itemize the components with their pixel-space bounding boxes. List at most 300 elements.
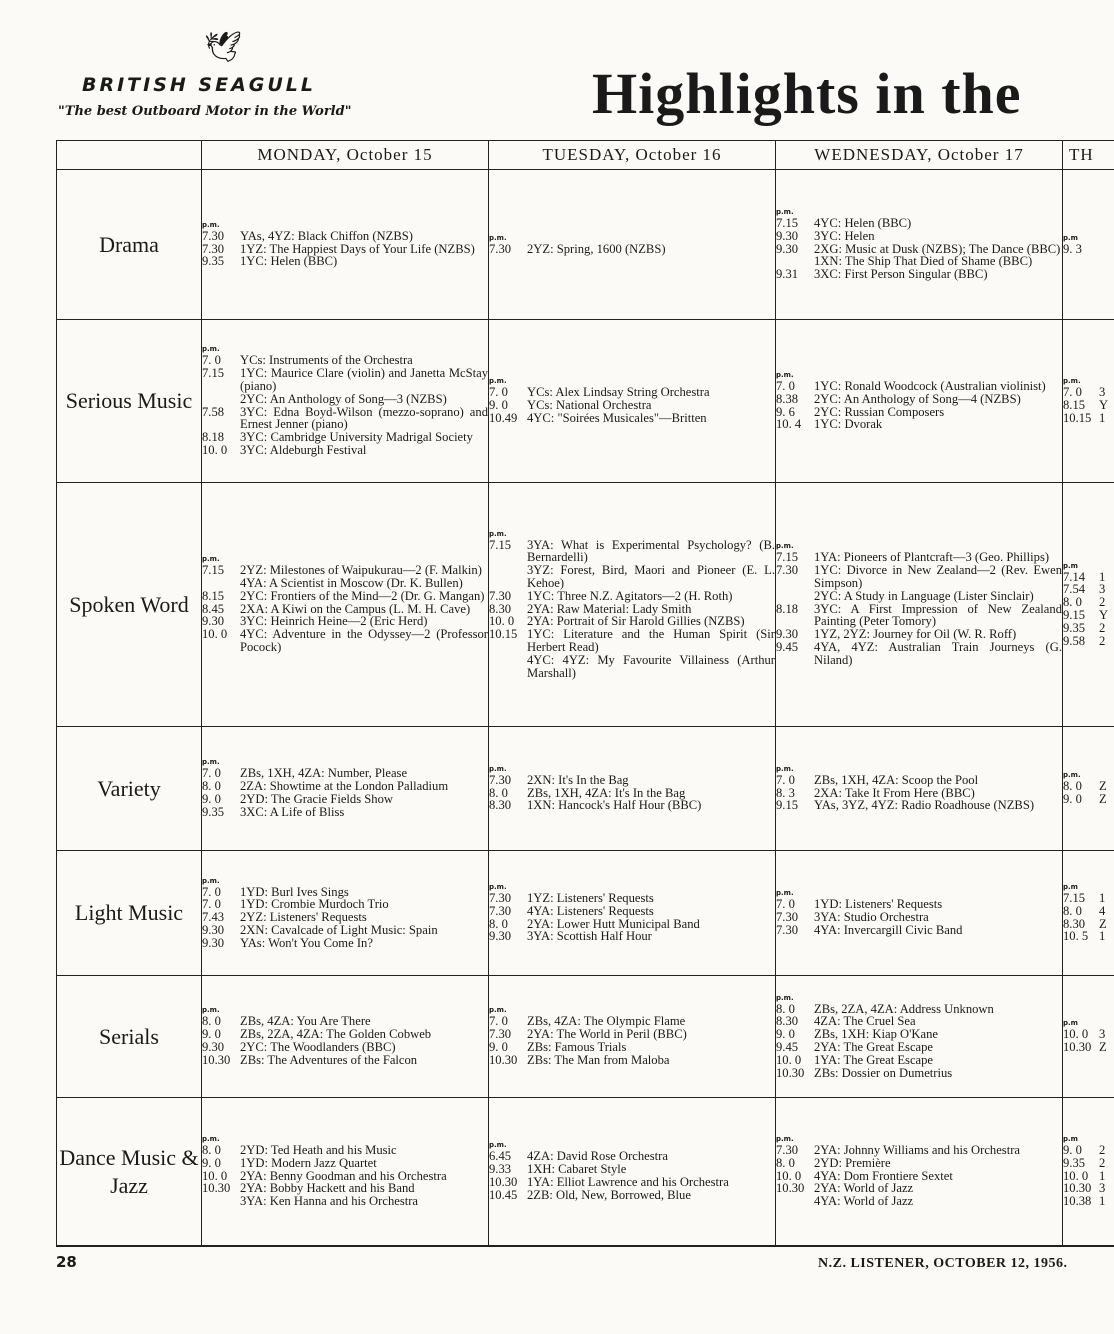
pm-marker: p.m. bbox=[489, 764, 507, 773]
program-time: 7.15 bbox=[489, 537, 512, 552]
program-title: 4YA: Dom Frontiere Sextet bbox=[814, 1168, 953, 1183]
program-time: 10.30 bbox=[489, 1052, 518, 1067]
category-label: Dance Music & Jazz bbox=[57, 1098, 202, 1246]
program-time: 10. 0 bbox=[1063, 1168, 1089, 1183]
pm-marker: p.m bbox=[1063, 1135, 1078, 1143]
program-title: 4YA: A Scientist in Moscow (Dr. K. Bullen) bbox=[240, 576, 463, 590]
program-time: 9. 0 bbox=[1063, 792, 1082, 806]
program-time: 10. 0 bbox=[776, 1052, 802, 1067]
program-entry bbox=[202, 1144, 488, 1157]
program-time: 7.15 bbox=[776, 550, 799, 565]
program-time: 8. 0 bbox=[489, 785, 508, 800]
category-row bbox=[57, 727, 1114, 851]
program-entry bbox=[776, 911, 1062, 924]
program-entry bbox=[489, 905, 775, 918]
program-entry bbox=[776, 603, 1062, 629]
program-time: 9. 3 bbox=[1063, 241, 1082, 256]
program-time: 10.30 bbox=[776, 1181, 805, 1196]
program-entry bbox=[489, 590, 775, 603]
program-title: YAs, 3YZ, 4YZ: Radio Roadhouse (NZBS) bbox=[814, 798, 1035, 813]
program-entry bbox=[776, 564, 1062, 590]
program-time: 7. 0 bbox=[776, 772, 795, 787]
program-time bbox=[202, 393, 240, 406]
program-entry bbox=[202, 911, 488, 924]
program-entry bbox=[202, 577, 488, 590]
pm-marker: p.m. bbox=[776, 208, 794, 216]
program-entry bbox=[1063, 243, 1114, 256]
program-title: 1YD: Modern Jazz Quartet bbox=[240, 1155, 377, 1170]
schedule-cell bbox=[1063, 1098, 1114, 1246]
program-entry bbox=[776, 268, 1062, 281]
program-title: 2XA: A Kiwi on the Campus (L. M. H. Cave) bbox=[240, 601, 471, 616]
program-time: 7. 0 bbox=[776, 378, 795, 393]
program-title: 4YA: World of Jazz bbox=[814, 1194, 914, 1209]
program-title: 2YA: Portrait of Sir Harold Gillies (NZBS) bbox=[527, 614, 745, 629]
program-title: 1YZ, 2YZ: Journey for Oil (W. R. Roff) bbox=[814, 627, 1017, 642]
category-label: Light Music bbox=[57, 851, 202, 976]
program-title: 1XN: Hancock's Half Hour (BBC) bbox=[527, 798, 702, 813]
program-title: ZBs: The Man from Maloba bbox=[527, 1052, 670, 1067]
program-time: 8.30 bbox=[489, 601, 512, 616]
program-title: 3YA: Scottish Half Hour bbox=[527, 929, 652, 944]
program-title: 2 bbox=[1099, 620, 1106, 635]
program-entry bbox=[489, 412, 775, 425]
program-time: 8.30 bbox=[489, 798, 512, 813]
program-entry bbox=[202, 1195, 488, 1208]
program-time: 10.30 bbox=[1063, 1040, 1092, 1054]
schedule-cell bbox=[489, 483, 776, 727]
program-title bbox=[1099, 243, 1114, 256]
program-time: 8.15 bbox=[202, 588, 225, 603]
seagull-icon: 🕊 bbox=[204, 30, 243, 65]
program-title: 1XH: Cabaret Style bbox=[527, 1162, 627, 1177]
program-time: 8. 0 bbox=[489, 916, 508, 931]
program-title: 2YA: World of Jazz bbox=[814, 1181, 914, 1196]
program-time: 8.18 bbox=[776, 601, 799, 616]
program-time: 7.43 bbox=[202, 910, 225, 925]
program-time: 10. 0 bbox=[776, 1168, 802, 1183]
program-entry bbox=[1063, 622, 1114, 635]
program-time: 8. 0 bbox=[202, 1014, 221, 1029]
pm-marker: p.m. bbox=[489, 377, 507, 386]
program-title: ZBs, 1XH: Kiap O'Kane bbox=[814, 1027, 938, 1042]
program-entry bbox=[776, 641, 1062, 667]
program-title: 1YC: Dvorak bbox=[814, 417, 883, 432]
program-title: ZBs, 1XH, 4ZA: Scoop the Pool bbox=[814, 772, 979, 787]
logo-name: BRITISH SEAGULL bbox=[82, 74, 317, 96]
program-title: 2YC: An Anthology of Song—3 (NZBS) bbox=[240, 391, 447, 406]
day-header-wednesday: WEDNESDAY, October 17 bbox=[776, 141, 1063, 170]
program-title: 1YZ: The Happiest Days of Your Life (NZBS) bbox=[240, 241, 475, 256]
program-title: 1 bbox=[1099, 929, 1106, 944]
program-entry bbox=[202, 628, 488, 654]
program-title: 2YA: The World in Peril (BBC) bbox=[527, 1027, 687, 1042]
program-time: 9.15 bbox=[1063, 608, 1086, 622]
program-title: Y bbox=[1099, 398, 1109, 413]
program-time: 10.49 bbox=[489, 410, 518, 425]
schedule-cell bbox=[776, 1098, 1063, 1246]
program-entry bbox=[776, 230, 1062, 243]
publication-line: N.Z. LISTENER, OCTOBER 12, 1956. bbox=[818, 1256, 1068, 1271]
program-time: 8. 0 bbox=[1063, 595, 1082, 610]
program-title: 4YC: Adventure in the Odyssey—2 (Professor Pocock) bbox=[240, 627, 488, 654]
program-title: 3 bbox=[1099, 1181, 1106, 1196]
program-time: 7.30 bbox=[489, 890, 512, 905]
footer-rule bbox=[56, 1246, 1114, 1247]
schedule-cell bbox=[202, 851, 489, 976]
program-entry bbox=[1063, 1157, 1114, 1170]
schedule-cell bbox=[776, 320, 1063, 483]
pm-marker: p.m bbox=[1063, 233, 1078, 242]
program-time: 8.30 bbox=[776, 1014, 799, 1029]
program-title: 2YD: Ted Heath and his Music bbox=[240, 1143, 397, 1157]
program-entry bbox=[776, 217, 1062, 230]
program-entry bbox=[776, 1054, 1062, 1067]
program-time: 10.30 bbox=[202, 1181, 231, 1196]
program-title: YCs: Instruments of the Orchestra bbox=[240, 353, 413, 368]
program-title: 2YC: An Anthology of Song—4 (NZBS) bbox=[814, 391, 1021, 406]
schedule-cell bbox=[202, 483, 489, 727]
program-entry bbox=[1063, 609, 1114, 622]
program-entry bbox=[776, 418, 1062, 431]
program-time: 10. 5 bbox=[1063, 929, 1089, 944]
program-entry bbox=[489, 654, 775, 680]
program-title: 1YC: Ronald Woodcock (Australian violinist) bbox=[814, 378, 1046, 393]
pm-marker: p.m. bbox=[202, 555, 220, 564]
program-title: 3 bbox=[1099, 582, 1106, 597]
program-time: 10.15 bbox=[1063, 410, 1092, 425]
program-title: ZBs: The Adventures of the Falcon bbox=[240, 1052, 418, 1067]
category-label: Serious Music bbox=[57, 320, 202, 483]
program-title: YCs: National Orchestra bbox=[527, 398, 652, 413]
program-title: 2YC: Frontiers of the Mind—2 (Dr. G. Mangan) bbox=[240, 588, 485, 603]
program-time: 9.30 bbox=[776, 241, 799, 256]
program-title: Z bbox=[1099, 1040, 1107, 1054]
program-time: 10. 0 bbox=[202, 442, 228, 457]
pm-marker: p.m. bbox=[776, 370, 794, 379]
program-entry bbox=[776, 590, 1062, 603]
program-time: 7. 0 bbox=[202, 353, 221, 368]
program-time: 7.30 bbox=[776, 1143, 799, 1157]
program-entry bbox=[1063, 905, 1114, 918]
pm-marker: p.m. bbox=[776, 889, 794, 898]
program-time: 7.30 bbox=[776, 922, 799, 937]
program-title: 2XA: Take It From Here (BBC) bbox=[814, 785, 975, 800]
program-entry bbox=[202, 806, 488, 819]
program-title: ZBs, 4ZA: The Olympic Flame bbox=[527, 1014, 686, 1029]
program-title: ZBs: Dossier on Dumetrius bbox=[814, 1065, 953, 1080]
program-title: YCs: Alex Lindsay String Orchestra bbox=[527, 385, 710, 400]
program-title: 1 bbox=[1099, 569, 1106, 584]
program-entry bbox=[202, 230, 488, 243]
program-time: 9.30 bbox=[202, 935, 225, 950]
program-title: 1YA: The Great Escape bbox=[814, 1052, 934, 1067]
program-time: 9. 6 bbox=[776, 404, 795, 419]
program-title: 3YC: Heinrich Heine—2 (Eric Herd) bbox=[240, 614, 428, 629]
program-time bbox=[202, 577, 240, 590]
program-title: 1 bbox=[1099, 890, 1106, 905]
pm-marker: p.m. bbox=[489, 882, 507, 891]
program-title: 2XN: Cavalcade of Light Music: Spain bbox=[240, 922, 438, 937]
program-title: 3YC: Edna Boyd-Wilson (mezzo-soprano) and Ernest Jenner (piano) bbox=[240, 404, 488, 432]
program-time: 10.30 bbox=[776, 1065, 805, 1080]
program-entry bbox=[202, 590, 488, 603]
program-title: 3 bbox=[1099, 385, 1106, 400]
program-entry bbox=[202, 367, 488, 393]
program-time: 8.15 bbox=[1063, 398, 1086, 413]
program-time: 8. 0 bbox=[202, 1143, 221, 1157]
program-title: 2YZ: Milestones of Waipukurau—2 (F. Malkin) bbox=[240, 563, 482, 578]
day-header-thursday: TH bbox=[1063, 141, 1114, 170]
program-entry bbox=[489, 399, 775, 412]
program-entry bbox=[1063, 635, 1114, 648]
program-time: 8.45 bbox=[202, 601, 225, 616]
program-time: 7.30 bbox=[489, 241, 512, 256]
schedule-cell bbox=[489, 1098, 776, 1246]
program-time bbox=[202, 1195, 240, 1208]
program-time: 10. 0 bbox=[202, 1168, 228, 1183]
program-time: 9. 0 bbox=[776, 1027, 795, 1042]
program-entry bbox=[489, 774, 775, 787]
program-title: 1 bbox=[1099, 410, 1106, 425]
program-title: 3YZ: Forest, Bird, Maori and Pioneer (E. L. Kehoe) bbox=[527, 563, 775, 590]
program-entry bbox=[202, 406, 488, 432]
program-title: 2 bbox=[1099, 1143, 1106, 1157]
program-time: 7.30 bbox=[202, 228, 225, 243]
program-title: 4YA: Listeners' Requests bbox=[527, 903, 654, 918]
program-time: 9. 0 bbox=[1063, 1143, 1082, 1157]
program-entry bbox=[1063, 1041, 1114, 1054]
program-title: 1YC: Maurice Clare (violin) and Janetta McStay (piano) bbox=[240, 366, 488, 393]
program-entry bbox=[776, 774, 1062, 787]
program-time bbox=[776, 590, 814, 603]
category-label: Variety bbox=[57, 727, 202, 851]
program-time: 8. 0 bbox=[776, 1001, 795, 1016]
program-entry bbox=[489, 1054, 775, 1067]
program-time: 10. 4 bbox=[776, 417, 802, 432]
program-title: 2XG: Music at Dusk (NZBS); The Dance (BBC) bbox=[814, 241, 1061, 256]
program-time: 10.30 bbox=[489, 1175, 518, 1189]
program-time: 7.30 bbox=[489, 588, 512, 603]
program-title: 2 bbox=[1099, 633, 1106, 648]
category-label: Drama bbox=[57, 170, 202, 320]
program-title: 4ZA: The Cruel Sea bbox=[814, 1014, 916, 1029]
category-row bbox=[57, 170, 1114, 320]
program-title: 2YA: Johnny Williams and his Orchestra bbox=[814, 1143, 1020, 1157]
schedule-cell bbox=[776, 851, 1063, 976]
program-time: 10.15 bbox=[489, 627, 518, 642]
program-title: 2 bbox=[1099, 595, 1106, 610]
program-time: 9.30 bbox=[202, 614, 225, 629]
program-entry bbox=[776, 1144, 1062, 1157]
program-time: 7.15 bbox=[776, 216, 799, 230]
program-time: 9.35 bbox=[1063, 1155, 1086, 1170]
pm-marker: p.m. bbox=[489, 233, 507, 242]
program-time: 7. 0 bbox=[489, 385, 508, 400]
program-title: Z bbox=[1099, 792, 1107, 806]
program-entry bbox=[776, 924, 1062, 937]
schedule-cell bbox=[202, 976, 489, 1098]
program-time: 7. 0 bbox=[1063, 385, 1082, 400]
program-title: 1YA: Pioneers of Plantcraft—3 (Geo. Phillips) bbox=[814, 550, 1050, 565]
program-title: 2 bbox=[1099, 1155, 1106, 1170]
schedule-cell bbox=[776, 483, 1063, 727]
program-title: Y bbox=[1099, 608, 1109, 622]
program-time: 7.30 bbox=[776, 910, 799, 925]
program-title: 3YA: Ken Hanna and his Orchestra bbox=[240, 1194, 419, 1209]
pm-marker: p.m. bbox=[776, 1135, 794, 1143]
program-time: 7.15 bbox=[202, 366, 225, 381]
program-entry bbox=[489, 930, 775, 943]
program-title: 2YD: The Gracie Fields Show bbox=[240, 792, 393, 806]
program-time: 7.30 bbox=[202, 241, 225, 256]
pm-marker: p.m. bbox=[489, 1141, 507, 1150]
program-entry bbox=[489, 1189, 775, 1202]
schedule-cell bbox=[776, 727, 1063, 851]
program-title: ZBs, 1XH, 4ZA: Number, Please bbox=[240, 766, 408, 781]
program-title: ZBs, 1XH, 4ZA: It's In the Bag bbox=[527, 785, 686, 800]
program-entry bbox=[1063, 1195, 1114, 1208]
program-title: 1YC: Three N.Z. Agitators—2 (H. Roth) bbox=[527, 588, 733, 603]
category-row bbox=[57, 483, 1114, 727]
program-title: ZBs, 2ZA, 4ZA: The Golden Cobweb bbox=[240, 1027, 432, 1042]
program-time: 7. 0 bbox=[202, 766, 221, 781]
program-time: 7.54 bbox=[1063, 582, 1086, 597]
program-title: 2YA: Benny Goodman and his Orchestra bbox=[240, 1168, 447, 1183]
pm-marker: p.m. bbox=[202, 220, 220, 229]
program-time: 8.18 bbox=[202, 430, 225, 445]
program-title: 3YC: Aldeburgh Festival bbox=[240, 442, 367, 457]
schedule-cell bbox=[489, 320, 776, 483]
category-label: Serials bbox=[57, 976, 202, 1098]
program-time: 8. 3 bbox=[776, 785, 795, 800]
program-title: 1YC: Helen (BBC) bbox=[240, 254, 338, 269]
program-time: 9.35 bbox=[202, 254, 225, 269]
program-entry bbox=[1063, 399, 1114, 412]
program-time: 10.30 bbox=[1063, 1181, 1092, 1196]
category-row bbox=[57, 320, 1114, 483]
program-entry bbox=[776, 1067, 1062, 1080]
program-entry bbox=[489, 539, 775, 565]
program-title: 4YC: Helen (BBC) bbox=[814, 216, 912, 230]
pm-marker: p.m. bbox=[489, 1006, 507, 1015]
program-time: 8.38 bbox=[776, 391, 799, 406]
program-time: 7. 0 bbox=[776, 897, 795, 912]
program-entry bbox=[776, 1195, 1062, 1208]
schedule-cell bbox=[202, 170, 489, 320]
schedule-cell bbox=[489, 170, 776, 320]
program-title: 4 bbox=[1099, 903, 1106, 918]
program-entry bbox=[776, 393, 1062, 406]
program-time: 9.31 bbox=[776, 267, 799, 282]
category-row bbox=[57, 976, 1114, 1098]
program-time: 9.15 bbox=[776, 798, 799, 813]
program-entry bbox=[202, 393, 488, 406]
program-entry bbox=[776, 1157, 1062, 1170]
category-label: Spoken Word bbox=[57, 483, 202, 727]
program-time: 7. 0 bbox=[489, 1014, 508, 1029]
program-title: 3YC: A First Impression of New Zealand Painting (Peter Tomory) bbox=[814, 601, 1062, 629]
schedule-cell bbox=[1063, 976, 1114, 1098]
program-time: 7.30 bbox=[489, 903, 512, 918]
schedule-cell bbox=[489, 727, 776, 851]
brand-logo bbox=[58, 30, 398, 130]
program-time bbox=[489, 564, 527, 590]
program-title: 3YA: Studio Orchestra bbox=[814, 910, 929, 925]
program-entry bbox=[489, 892, 775, 905]
pm-marker: p.m. bbox=[202, 758, 220, 767]
program-time: 7.30 bbox=[489, 1027, 512, 1042]
program-title: 3 bbox=[1099, 1027, 1106, 1042]
program-time: 9.30 bbox=[489, 929, 512, 944]
program-time: 7.58 bbox=[202, 404, 225, 419]
program-time: 8. 0 bbox=[776, 1155, 795, 1170]
program-time: 10. 0 bbox=[489, 614, 515, 629]
schedule-cell bbox=[1063, 170, 1114, 320]
program-title: 2XN: It's In the Bag bbox=[527, 772, 629, 787]
pm-marker: p.m bbox=[1063, 1019, 1078, 1028]
program-time: 10.38 bbox=[1063, 1194, 1092, 1209]
program-time: 8. 0 bbox=[202, 779, 221, 794]
page-headline: Highlights in the bbox=[592, 61, 1022, 126]
program-entry bbox=[202, 937, 488, 950]
program-time bbox=[489, 654, 527, 680]
day-header-row bbox=[57, 141, 1114, 170]
schedule-table bbox=[56, 140, 1114, 1246]
program-title: ZBs, 4ZA: You Are There bbox=[240, 1014, 371, 1029]
program-entry bbox=[489, 628, 775, 654]
schedule-cell bbox=[202, 727, 489, 851]
program-title: 2YA: Bobby Hackett and his Band bbox=[240, 1181, 415, 1196]
program-title: 1YD: Listeners' Requests bbox=[814, 897, 943, 912]
program-time: 7.30 bbox=[489, 772, 512, 787]
program-entry bbox=[1063, 793, 1114, 806]
program-time: 8.30 bbox=[1063, 916, 1086, 931]
program-title: 3XC: A Life of Bliss bbox=[240, 804, 345, 819]
pm-marker: p.m. bbox=[776, 764, 794, 773]
program-time: 9. 0 bbox=[202, 792, 221, 806]
program-title: 3XC: First Person Singular (BBC) bbox=[814, 267, 988, 282]
program-title: 3YA: What is Experimental Psychology? (B. Bernardelli) bbox=[527, 537, 775, 565]
program-title: 4ZA: David Rose Orchestra bbox=[527, 1149, 668, 1164]
program-time: 7.15 bbox=[202, 563, 225, 578]
program-entry bbox=[202, 924, 488, 937]
program-time: 9. 0 bbox=[489, 398, 508, 413]
program-title: 1YD: Crombie Murdoch Trio bbox=[240, 897, 389, 912]
program-entry bbox=[202, 255, 488, 268]
schedule-cell bbox=[489, 851, 776, 976]
program-time: 9.30 bbox=[202, 922, 225, 937]
program-title: 3YC: Helen bbox=[814, 228, 875, 243]
pm-marker: p.m. bbox=[202, 1006, 220, 1015]
program-title: ZBs: Famous Trials bbox=[527, 1040, 627, 1054]
program-title: 4YA: Invercargill Civic Band bbox=[814, 922, 963, 937]
program-title: ZBs, 2ZA, 4ZA: Address Unknown bbox=[814, 1001, 994, 1016]
program-title: 1 bbox=[1099, 1194, 1106, 1209]
category-row bbox=[57, 851, 1114, 976]
schedule-cell bbox=[1063, 851, 1114, 976]
program-entry bbox=[202, 793, 488, 806]
program-time: 7.30 bbox=[776, 563, 799, 578]
program-time: 9.45 bbox=[776, 639, 799, 654]
program-time: 9.30 bbox=[202, 1040, 225, 1054]
pm-marker: p.m. bbox=[202, 345, 220, 354]
pm-marker: p.m. bbox=[1063, 771, 1081, 780]
program-title: Z bbox=[1099, 779, 1107, 794]
program-title: YAs: Won't You Come In? bbox=[240, 935, 373, 950]
page-number: 28 bbox=[56, 1253, 77, 1271]
pm-marker: p.m bbox=[1063, 561, 1078, 570]
